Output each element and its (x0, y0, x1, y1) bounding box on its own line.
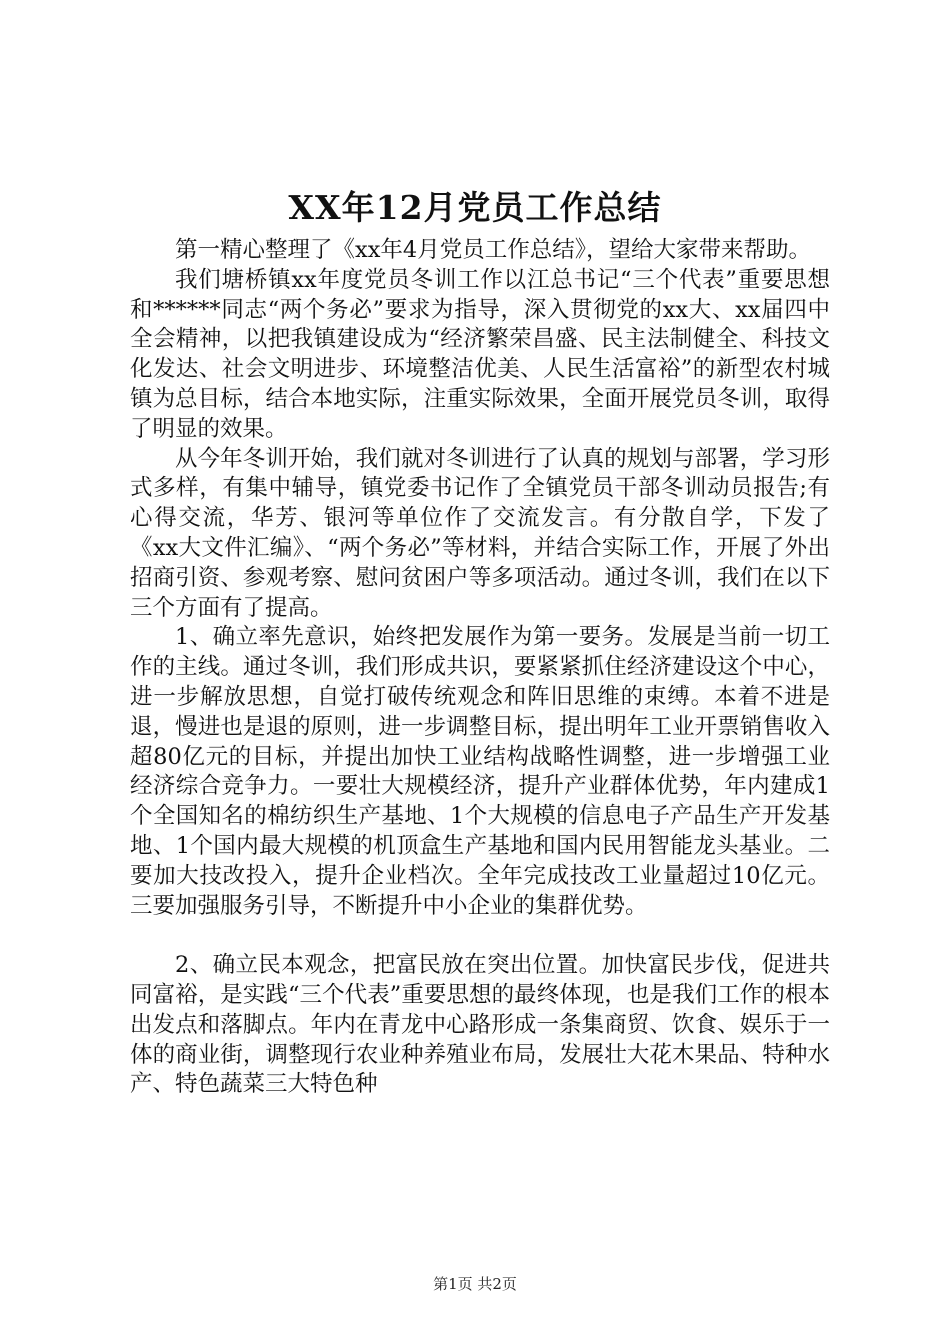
document-body (130, 236, 830, 1100)
planning-paragraph: 从今年冬训开始，我们就对冬训进行了认真的规划与部署，学习形式多样，有集中辅导，镇党委书记作了全镇党员干部冬训动员报告;有心得交流，华芳、银河等单位作了交流发言。有分散自学，下发了《xx大文件汇编》、“两个务必”等材料，并结合实际工作，开展了外出招商引资、参观考察、慰问贫困户等多项活动。通过冬训，我们在以下三个方面有了提高。 (130, 445, 830, 621)
point-two-paragraph: 2、确立民本观念，把富民放在突出位置。加快富民步伐，促进共同富裕，是实践“三个代表”重要思想的最终体现，也是我们工作的根本出发点和落脚点。年内在青龙中心路形成一条集商贸、饮食、娱乐于一体的商业街，调整现行农业种养殖业布局，发展壮大花木果品、特种水产、特色蔬菜三大特色种 (130, 952, 830, 1098)
point-one-paragraph: 1、确立率先意识，始终把发展作为第一要务。发展是当前一切工作的主线。通过冬训，我们形成共识，要紧紧抓住经济建设这个中心，进一步解放思想，自觉打破传统观念和阵旧思维的束缚。本着不进是退，慢进也是退的原则，进一步调整目标，提出明年工业开票销售收入超80亿元的目标，并提出加快工业结构战略性调整，进一步增强工业经济综合竞争力。一要壮大规模经济，提升产业群体优势，年内建成1个全国知名的棉纺织生产基地、1个大规模的信息电子产品生产开发基地、1个国内最大规模的机顶盒生产基地和国内民用智能龙头基业。二要加大技改投入，提升企业档次。全年完成技改工业量超过10亿元。三要加强服务引导，不断提升中小企业的集群优势。 (130, 624, 830, 919)
intro-paragraph: 第一精心整理了《xx年4月党员工作总结》，望给大家带来帮助。 (175, 237, 811, 263)
document-title: XX年12月党员工作总结 (288, 188, 662, 227)
overview-paragraph: 我们塘桥镇xx年度党员冬训工作以江总书记“三个代表”重要思想和******同志“两个务必”要求为指导，深入贯彻党的xx大、xx届四中全会精神，以把我镇建设成为“经济繁荣昌盛、民主法制健全、科技文化发达、社会文明进步、环境整洁优美、人民生活富裕”的新型农村城镇为总目标，结合本地实际，注重实际效果，全面开展党员冬训，取得了明显的效果。 (130, 266, 830, 442)
page-footer: 第1页 共2页 (433, 1275, 517, 1293)
